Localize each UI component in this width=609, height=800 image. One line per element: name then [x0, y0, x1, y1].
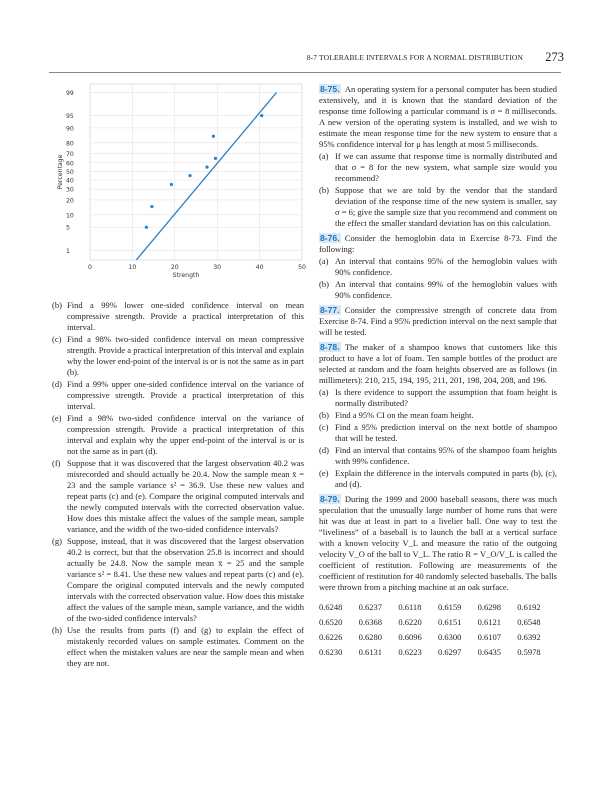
table-cell: 0.6237 — [358, 602, 383, 612]
normal-probability-plot — [52, 80, 304, 278]
part-label: (b) — [319, 185, 329, 195]
x-axis-label: Strength — [172, 272, 200, 279]
exercise-text: Consider the compressive strength of concrete data from Exercise 8-74. Find a 95% prediction interval on the next sample that will be tested. — [319, 305, 557, 337]
exercise-part — [319, 256, 557, 278]
question-text: Find a 98% two-sided confidence interval on mean compressive strength. Provide a practical interpretation of this interval and explain why the lower end-point of the interval is or is not the same as in part (b). — [67, 334, 304, 377]
y-tick-label: 50 — [66, 168, 74, 176]
exercise-number: 8-75. — [320, 84, 340, 94]
y-tick-label: 80 — [66, 140, 74, 148]
exercise-text: An operating system for a personal computer has been studied extensively, and it is known that the standard deviation of the response time following a particular command is σ = 8 milliseconds. A new version of the operating system is installed, and we wish to estimate the mean response time for the new system to ensure that a 95% confidence interval for μ has length at most 5 milliseconds. — [319, 84, 557, 149]
part-label: (a) — [319, 256, 329, 266]
part-text: An interval that contains 99% of the hemoglobin values with 90% confidence. — [335, 279, 557, 300]
table-cell: 0.6118 — [398, 602, 422, 612]
table-cell: 0.6392 — [517, 632, 541, 642]
part-text: Find an interval that contains 95% of the shampoo foam heights with 99% confidence. — [335, 445, 557, 466]
x-tick-label: 0 — [88, 264, 92, 271]
table-cell: 0.6151 — [437, 617, 462, 627]
table-cell: 0.6096 — [398, 632, 422, 642]
y-tick-label: 40 — [66, 177, 74, 185]
part-label: (d) — [319, 445, 329, 455]
part-text: Suppose that we are told by the vendor that the standard deviation of the response time of the new system is smaller, say σ = 6; give the sample size that you recommend and comment on the effect the smaller standard deviation has on this calculation. — [335, 185, 557, 228]
question-text: Suppose, instead, that it was discovered that the largest observation 40.2 is correct, but that the observation 25.8 is incorrect and should actually be 24.8. Now the sample mean x̄ = 25 and the sample variance s² = 8.41. Use these new values and repeat parts (c) and (e). Compare the original computed intervals and the newly computed intervals with the corrected observation value. How does this mistake affect the values of the sample mean, sample variance, and the width of the two-sided confidence intervals? — [67, 536, 304, 623]
table-cell: 0.6159 — [437, 602, 462, 612]
data-point — [260, 114, 263, 117]
running-header — [0, 50, 609, 67]
y-tick-label: 1 — [66, 247, 70, 255]
data-point — [170, 183, 173, 186]
part-label: (b) — [319, 279, 329, 289]
question-part — [52, 334, 304, 378]
question-label: (d) — [52, 379, 62, 389]
y-tick-label: 60 — [66, 160, 74, 168]
page-number: 273 — [545, 50, 564, 64]
question-text: Find a 99% upper one-sided confidence interval on the variance of compressive strength. Provide a practical interpretation of this interval. — [67, 379, 304, 411]
question-part — [52, 625, 304, 669]
exercise-text: The maker of a shampoo knows that customers like this product to have a lot of foam. Ten sample bottles of the product are selected at random and the foam heights observed are as follows (in millimeters): 210, 215, 194, 195, 211, 201, 198, 204, 208, and 196. — [319, 342, 557, 385]
y-tick-label: 20 — [66, 197, 74, 205]
exercise-number: 8-78. — [320, 342, 340, 352]
y-tick-label: 99 — [66, 89, 74, 97]
table-cell: 0.6121 — [477, 617, 501, 627]
y-tick-label: 30 — [66, 186, 74, 194]
data-point — [205, 166, 208, 169]
table-cell: 0.6297 — [437, 647, 462, 657]
exercise-number: 8-79. — [320, 494, 340, 504]
exercise-text: Consider the hemoglobin data in Exercise 8-73. Find the following: — [319, 233, 557, 254]
question-label: (b) — [52, 300, 62, 310]
y-tick-label: 10 — [66, 212, 74, 220]
part-text: Explain the difference in the intervals computed in parts (b), (c), and (d). — [335, 468, 557, 489]
x-tick-label: 10 — [128, 264, 137, 271]
exercise — [319, 233, 557, 301]
exercise-intro — [319, 305, 557, 338]
exercise-part — [319, 279, 557, 301]
y-tick-label: 5 — [66, 224, 70, 232]
question-label: (g) — [52, 536, 62, 546]
y-tick-label: 95 — [66, 113, 74, 121]
x-tick-label: 30 — [213, 264, 222, 271]
table-row — [319, 615, 557, 630]
data-point — [212, 135, 215, 138]
exercise-part — [319, 151, 557, 184]
question-label: (h) — [52, 625, 62, 635]
question-label: (e) — [52, 413, 62, 423]
question-label: (c) — [52, 334, 62, 344]
part-label: (a) — [319, 387, 329, 397]
part-text: Find a 95% prediction interval on the next bottle of shampoo that will be tested. — [335, 422, 557, 443]
table-row — [319, 600, 557, 615]
question-text: Find a 98% two-sided confidence interval on the variance of compression strength. Provide a practical interpretation of this interval and explain why the upper end-point of the interval is or is not the same as in part (d). — [67, 413, 304, 456]
part-label: (a) — [319, 151, 329, 161]
exercise-part — [319, 387, 557, 409]
y-tick-label: 70 — [66, 151, 74, 159]
question-text: Suppose that it was discovered that the largest observation 40.2 was misrecorded and should actually be 20.4. Now the sample mean x̄ = 23 and the sample variance s² = 36.9. Use these new values and repeat parts (c) and (e). Compare the original computed intervals and the newly computed intervals with the corrected observation value. How does this mistake affect the values of the sample mean, sample variance, and the width of the two-sided confidence intervals? — [67, 458, 304, 534]
exercise-intro — [319, 233, 557, 255]
exercise-intro — [319, 342, 557, 386]
exercise-intro — [319, 84, 557, 150]
data-point — [145, 226, 148, 229]
y-axis-label: Percentage — [57, 154, 64, 190]
table-cell: 0.6226 — [319, 632, 343, 642]
part-text: Find a 95% CI on the mean foam height. — [335, 410, 474, 420]
table-cell: 0.6368 — [358, 617, 383, 627]
exercise-part — [319, 422, 557, 444]
x-tick-label: 40 — [255, 264, 264, 271]
exercise-number: 8-77. — [320, 305, 340, 315]
plot-area — [90, 84, 302, 260]
table-row — [319, 630, 557, 645]
table-cell: 0.6131 — [358, 647, 383, 657]
exercise-part — [319, 185, 557, 229]
table-cell: 0.6230 — [319, 647, 343, 657]
exercise — [319, 494, 557, 593]
table-cell: 0.5978 — [517, 647, 541, 657]
part-label: (b) — [319, 410, 329, 420]
data-point — [214, 157, 217, 160]
table-cell: 0.6548 — [517, 617, 541, 627]
exercise-part — [319, 410, 557, 421]
table-cell: 0.6280 — [358, 632, 383, 642]
exercise — [319, 342, 557, 490]
x-tick-label: 50 — [298, 264, 306, 271]
exercise-part — [319, 445, 557, 467]
x-tick-label: 20 — [170, 264, 179, 271]
table-cell: 0.6520 — [319, 617, 343, 627]
right-column — [319, 84, 557, 660]
question-text: Find a 99% lower one-sided confidence interval on mean compressive strength. Provide a practical interpretation of this interval. — [67, 300, 304, 332]
exercise — [319, 305, 557, 338]
coefficient-table — [319, 600, 557, 660]
part-text: An interval that contains 95% of the hemoglobin values with 90% confidence. — [335, 256, 557, 277]
table-cell: 0.6248 — [319, 602, 343, 612]
question-part — [52, 458, 304, 535]
data-point — [188, 174, 191, 177]
question-part — [52, 536, 304, 624]
table-cell: 0.6435 — [477, 647, 501, 657]
part-text: Is there evidence to support the assumption that foam height is normally distributed? — [335, 387, 557, 408]
part-label: (e) — [319, 468, 329, 478]
question-part — [52, 379, 304, 412]
exercise-number: 8-76. — [320, 233, 340, 243]
exercise — [319, 84, 557, 229]
exercise-text: During the 1999 and 2000 baseball seasons, there was much speculation that the unusually large number of home runs that were hit was due at least in part to a livelier ball. One way to test the “liveliness” of a baseball is to launch the ball at a vertical surface with a known velocity V_L and measure the ratio of the outgoing velocity V_O of the ball to V_L. The ratio R = V_O/V_L is called the coefficient of restitution. Following are measurements of the coefficient of restitution for 40 randomly selected baseballs. The balls were thrown from a pitching machine at an oak surface. — [319, 494, 557, 592]
question-text: Use the results from parts (f) and (g) to explain the effect of mistakenly recorded values on sample estimates. Comment on the effect when the mistaken values are near the sample mean and when they are not. — [67, 625, 304, 668]
part-text: If we can assume that response time is normally distributed and that σ = 8 for the new system, what sample size would you recommend? — [335, 151, 557, 183]
table-cell: 0.6192 — [517, 602, 541, 612]
left-column — [52, 300, 304, 669]
exercise-part — [319, 468, 557, 490]
table-cell: 0.6220 — [398, 617, 422, 627]
exercise-intro — [319, 494, 557, 593]
part-label: (c) — [319, 422, 329, 432]
table-cell: 0.6298 — [477, 602, 501, 612]
table-row — [319, 645, 557, 660]
question-part — [52, 413, 304, 457]
table-cell: 0.6300 — [437, 632, 462, 642]
header-rule — [49, 72, 561, 73]
question-part — [52, 300, 304, 333]
question-label: (f) — [52, 458, 61, 468]
table-cell: 0.6107 — [477, 632, 501, 642]
running-title: 8-7 TOLERABLE INTERVALS FOR A NORMAL DISTRIBUTION — [306, 53, 523, 62]
data-point — [150, 205, 153, 208]
table-cell: 0.6223 — [398, 647, 422, 657]
y-tick-label: 90 — [66, 125, 74, 133]
